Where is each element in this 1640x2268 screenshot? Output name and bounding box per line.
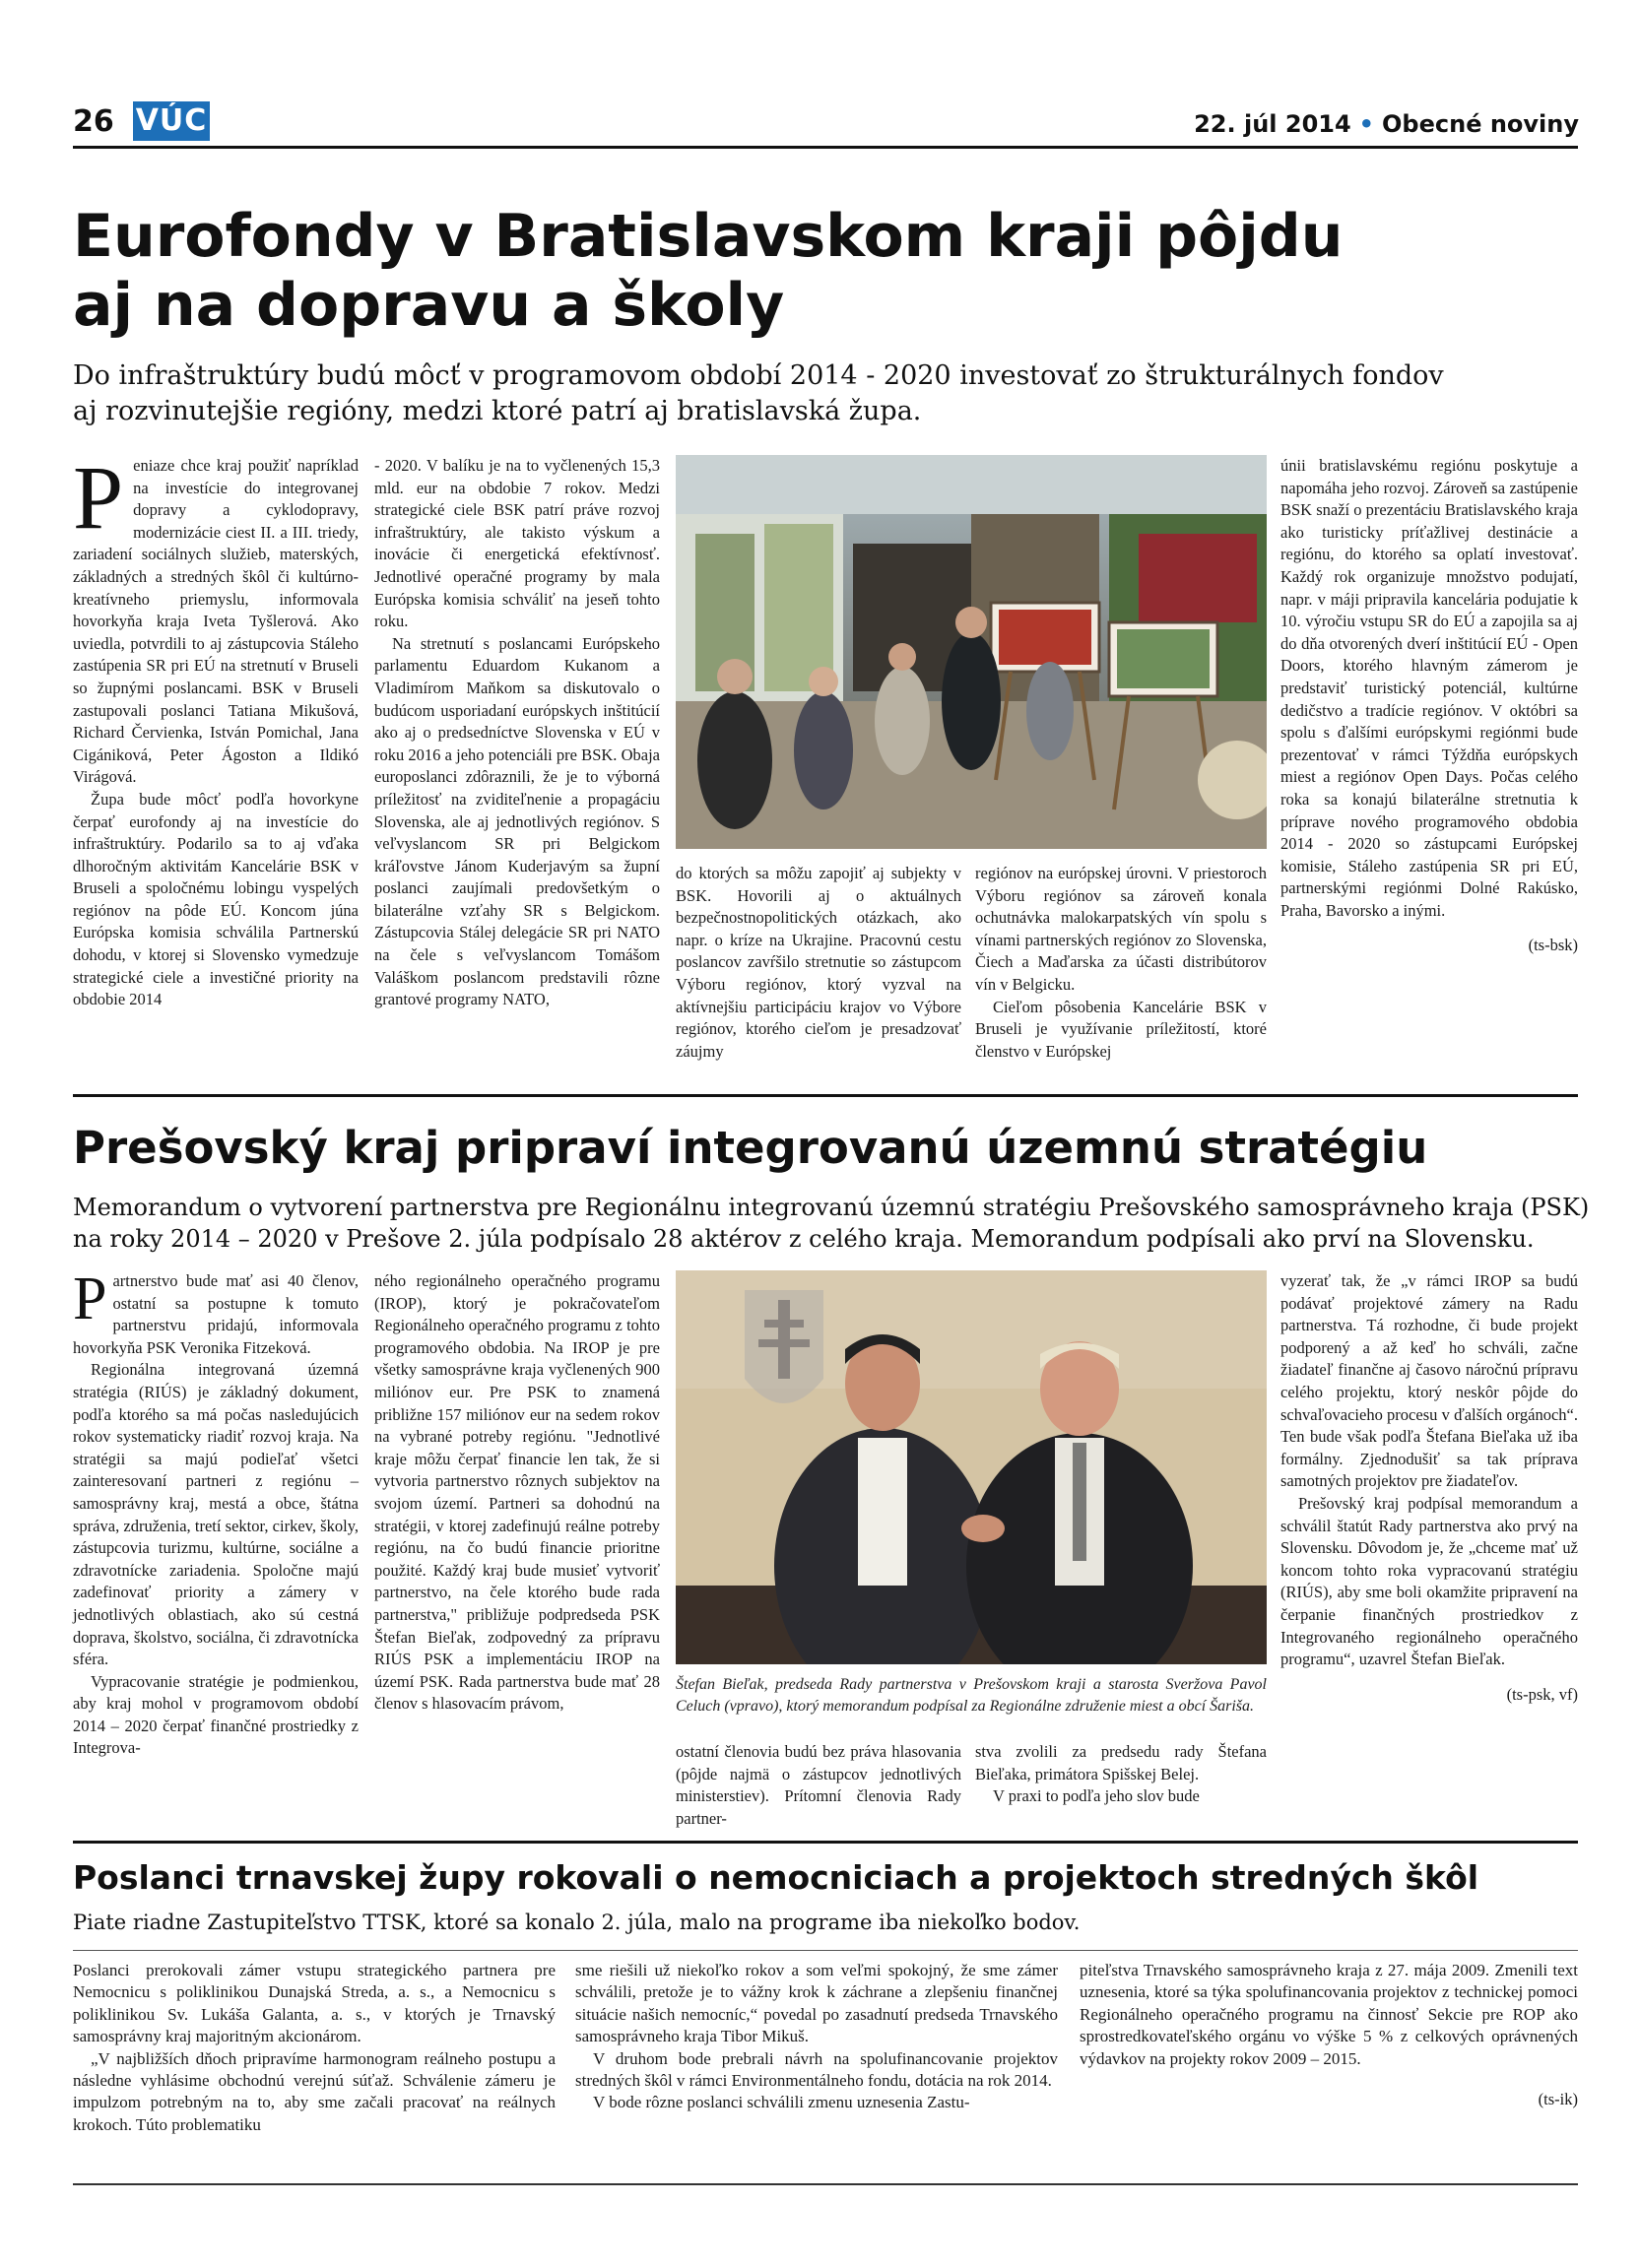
article2-col1-p2: Regionálna integrovaná územná stratégia (RIÚS) je základný dokument, podľa ktorého sa má počas nasledujúcich rokov systematicky riadiť rozvoj kraja. Na stratégii sa majú podieľať všetci zainteresovaní partneri z regiónu – samosprávny kraj, mestá a obce, štátna správa, združenia, tretí sektor, cirkev, školy, zástupcovia turizmu, kultúrne, sociálne a zdravotnícke zariadenia. Spoločne majú zadefinovať priority a zámery v jednotlivých oblastiach, ako sú cestná doprava, školstvo, sociálna, či zdravotnícka sféra. xyxy=(73,1360,359,1669)
article1-dropcap: P xyxy=(73,447,124,548)
article1-title-line1: Eurofondy v Bratislavskom kraji pôjdu xyxy=(73,202,1344,271)
article1-col2-p2: Na stretnutí s poslancami Európskeho parlamentu Eduardom Kukanom a Vladimírom Maňkom sa diskutovalo o budúcom usporiadaní európskych inštitúcií ako aj o predsedníctve Slovenska v EÚ v roku 2016 a jeho potenciáli pre BSK. Obaja europoslanci zdôraznili, že je to výborná príležitosť na zviditeľnenie a propagáciu Slovenska, ale aj jednotlivých regiónov. S veľvyslancom SR pri Belgickom kráľovstve Jánom Kuderjavým sa župní poslanci zaujímali predovšetkým o bilaterálne vzťahy SR s Belgickom. Zástupcovia Stálej delegácie SR pri NATO na čele s veľvyslancom Tomášom Valáškom poslancom predstavili rôzne grantové programy NATO, xyxy=(374,633,660,1009)
article2-lead-line1: Memorandum o vytvorení partnerstva pre Regionálnu integrovanú územnú stratégiu Prešovského samosprávneho kraja (PSK) xyxy=(73,1194,1590,1221)
section-badge: VÚC xyxy=(133,101,210,141)
article3-col3-text: piteľstva Trnavského samosprávneho kraja z 27. mája 2009. Zmenili text uznesenia, ktoré sa týka spolufinancovania projektov z technickej pomoci Regionálneho operačného programu na činnosť Sekcie pre ROP ako sprostredkovateľského orgánu vo výške 5 % z celkových oprávnených výdavkov na projekty rokov 2009 – 2015. xyxy=(1080,1961,1578,2068)
article1-signature: (ts-bsk) xyxy=(1528,936,1578,955)
article2-col5-p2: Prešovský kraj podpísal memorandum a schválil štatút Rady partnerstva ako prvý na Slovensku. Dôvodom je, že „chceme mať už koncom tohto roka vypracovanú stratégiu (RIÚS), aby sme boli okamžite pripravení na čerpanie finančných prostriedkov z Integrovaného regionálneho operačného programu“, uzavrel Štefan Bieľak. xyxy=(1280,1493,1578,1669)
article3-col2-text: sme riešili už niekoľko rokov a som veľmi spokojný, že sme zámer schválili, pretože je to vážny krok k záchrane a zlepšeniu finančnej situácie našich nemocníc,“ povedal po zasadnutí predseda Trnavského samosprávneho kraja Tibor Mikuš. xyxy=(575,1961,1058,2046)
article1-col5-text: únii bratislavskému regiónu poskytuje a napomáha jeho rozvoj. Zároveň sa zastúpenie BSK snaží o prezentáciu Bratislavského kraja ako turisticky príťažlivej destinácie a regiónu, do ktorého sa oplatí investovať. Každý rok organizuje množstvo podujatí, napr. v máji pripravila kancelária podujatie k 10. výročiu vstupu SR do EÚ a zapojila sa aj do dňa otvorených dverí inštitúcií EÚ - Open Doors, ktorého hlavným zámerom je predstaviť turistický potenciál, kultúrne dedičstvo a tradície regiónov. V októbri sa spolu s ďalšími európskymi regiónmi bude prezentovať v rámci Týždňa európskych miest a regiónov Open Days. Počas celého roka sa konajú bilaterálne stretnutia k príprave nového programového obdobia 2014 - 2020 so zástupcami Európskej komisie, Stáleho zastúpenia SR pri EÚ, partnerskými regiónmi Dolné Rakúsko, Praha, Bavorsko a inými. xyxy=(1280,456,1578,920)
article2-col5-text: vyzerať tak, že „v rámci IROP sa budú podávať projektové zámery na Radu partnerstva. Tá rozhodne, či bude projekt podporený a až keď ho schváli, začne žiadateľ finančne aj časovo náročnú prípravu celého projektu, ktorý neskôr pôjde do schvaľovacieho procesu v ďalších orgánoch“. Ten bude však podľa Štefana Bieľaka už iba formálny. Zjednodušiť sa tak príprava samotných projektov pre žiadateľov. xyxy=(1280,1271,1578,1491)
header-dateline xyxy=(1194,110,1579,138)
page-number: 26 xyxy=(73,104,114,139)
article2-title: Prešovský kraj pripraví integrovanú územnú stratégiu xyxy=(73,1122,1428,1174)
article1-col2-text: - 2020. V balíku je na to vyčlenených 15,3 mld. eur na obdobie 7 rokov. Medzi strategické ciele BSK patrí práve rozvoj infraštruktúry, ale takisto výskum a inovácie či energetická efektívnosť. Jednotlivé operačné programy by mala Európska komisia schváliť na jeseň tohto roku. xyxy=(374,456,660,631)
exhibition-photo xyxy=(676,455,1267,849)
footer-rule xyxy=(73,2183,1578,2185)
article3-column-1 xyxy=(73,1960,556,2136)
article2-col1-text: artnerstvo bude mať asi 40 členov, ostatní sa postupne k tomuto partnerstvu pridajú, informovala hovorkyňa PSK Veronika Fitzeková. xyxy=(73,1271,359,1357)
article2-col3-text: ostatní členovia budú bez práva hlasovania (pôjde najmä o zástupcov jednotlivých ministerstiev). Prítomní členovia Rady partner- xyxy=(676,1742,961,1828)
article1-title xyxy=(73,202,1343,340)
article3-col1-p2: „V najbližších dňoch pripravíme harmonogram reálneho postupu a následne vyhlásime obchodnú verejnú súťaž. Schválenie zámeru je impulzom potrebným na to, aby sme začali pracovať na reálnych krokoch. Túto problematiku xyxy=(73,2048,556,2134)
article2-col1-p3: Vypracovanie stratégie je podmienkou, aby kraj mohol v programovom období 2014 – 2020 čerpať finančné prostriedky z Integrova- xyxy=(73,1671,359,1758)
article2-rule xyxy=(73,1841,1578,1844)
article2-column-1 xyxy=(73,1265,359,1760)
issue-date: 22. júl 2014 xyxy=(1194,110,1351,138)
article1-rule xyxy=(73,1094,1578,1097)
article1-column-3 xyxy=(676,863,961,1063)
article3-signature: (ts-ik) xyxy=(1538,2090,1578,2109)
article1-column-5 xyxy=(1280,455,1578,955)
article1-col4-text: regiónov na európskej úrovni. V priestoroch Výboru regiónov sa zároveň konala ochutnávka malokarpatských vín spolu s vínami partnerských regiónov zo Slovenska, Čiech a Maďarska za účasti distribútorov vín v Belgicku. xyxy=(975,864,1267,994)
article1-col1-text: eniaze chce kraj použiť napríklad na investície do integrovanej dopravy a cyklodopravy, modernizácie ciest II. a III. triedy, zariadení sociálnych služieb, materských, základných a stredných škôl či kultúrno-kreatívneho priemyslu, informovala hovorkyňa kraja Iveta Tyšlerová. Ako uviedla, potvrdili to aj zástupcovia Stáleho zastúpenia SR pri EÚ na stretnutí v Bruseli so župnými poslancami. BSK v Bruseli zastupovali poslanci Tatiana Mikušová, Richard Červienka, István Pomichal, Jana Cigániková, Peter Ágoston a Ildikó Virágová. xyxy=(73,456,359,787)
article2-col2-text: ného regionálneho operačného programu (IROP), ktorý je pokračovateľom Regionálneho operačného programu z tohto programového obdobia. Na IROP je pre všetky samosprávne kraja vyčlenených 900 miliónov eur. Pre PSK to znamená približne 157 miliónov eur na sedem rokov na vybrané potreby regiónu. "Jednotlivé kraje môžu čerpať financie len tak, že si vytvoria partnerstvo rôznych subjektov na svojom území. Partneri sa dohodnú na stratégii, v ktorej zadefinujú reálne potreby regiónu, na čo budú financie prioritne použité. Každý kraj bude musieť vytvoriť partnerstvo, na čele ktorého bude rada partnerstva," približuje podpredseda PSK Štefan Bieľak, zodpovedný za prípravu RIÚS PSK a implementáciu IROP na území PSK. Rada partnerstva bude mať 28 členov s hlasovacím právom, xyxy=(374,1271,660,1714)
article3-column-3 xyxy=(1080,1960,1578,2109)
article2-column-5 xyxy=(1280,1270,1578,1705)
header-rule xyxy=(73,146,1578,149)
article1-lead-line2: aj rozvinutejšie regióny, medzi ktoré patrí aj bratislavská župa. xyxy=(73,396,922,426)
exhibition-photo-icon xyxy=(676,455,1267,849)
article3-column-2 xyxy=(575,1960,1058,2114)
article2-dropcap: P xyxy=(73,1265,107,1332)
handshake-photo xyxy=(676,1270,1267,1664)
article2-lead xyxy=(73,1192,1589,1255)
article2-signature: (ts-psk, vf) xyxy=(1506,1684,1578,1704)
header-separator: • xyxy=(1358,110,1375,138)
article1-column-1 xyxy=(73,447,359,1011)
article1-col1-p2: Župa bude môcť podľa hovorkyne čerpať eurofondy aj na investície do infraštruktúry. Podarilo sa to aj vďaka dlhoročným aktivitám Kancelárie BSK v Bruseli a spoločnému lobingu vyspelých regiónov na pôde EÚ. Koncom júna Európska komisia schválila Partnerskú dohodu, v ktorej si Slovensko vymedzuje strategické ciele a investičné priority na obdobie 2014 xyxy=(73,789,359,1009)
article2-column-4 xyxy=(975,1741,1267,1808)
article3-col2-p2: V druhom bode prebrali návrh na spolufinancovanie projektov stredných škôl v rámci Environmentálneho fondu, dotácia na rok 2014. xyxy=(575,2048,1058,2091)
publication-name: Obecné noviny xyxy=(1382,110,1579,138)
article3-col2-p3: V bode rôzne poslanci schválili zmenu uznesenia Zastu- xyxy=(593,2093,970,2112)
article1-lead-line1: Do infraštruktúry budú môcť v programovom období 2014 - 2020 investovať zo štrukturálnych fondov xyxy=(73,360,1444,391)
article1-column-2 xyxy=(374,455,660,1011)
article2-col4-text: stva zvolili za predsedu rady Štefana Bieľaka, primátora Spišskej Belej. xyxy=(975,1742,1267,1783)
article2-col4-p2: V praxi to podľa jeho slov bude xyxy=(993,1786,1200,1806)
article2-lead-line2: na roky 2014 – 2020 v Prešove 2. júla podpísalo 28 aktérov z celého kraja. Memorandum podpísali ako prví na Slovensku. xyxy=(73,1225,1535,1253)
article2-column-2 xyxy=(374,1270,660,1716)
article3-lead: Piate riadne Zastupiteľstvo TTSK, ktoré sa konalo 2. júla, malo na programe iba niekoľko bodov. xyxy=(73,1911,1081,1934)
article1-lead xyxy=(73,358,1444,429)
article1-title-line2: aj na dopravu a školy xyxy=(73,271,785,340)
article1-col3-text: do ktorých sa môžu zapojiť aj subjekty v BSK. Hovorili aj o aktuálnych bezpečnostnopolitických otázkach, ako napr. o kríze na Ukrajine. Pracovnú cestu poslancov zavŕšilo stretnutie so zástupcom Výboru regiónov, ktorý vyzval na aktívnejšiu participáciu krajov vo Výbore regiónov, ktorého cieľom je presadzovať záujmy xyxy=(676,864,961,1061)
handshake-photo-icon xyxy=(676,1270,1267,1664)
article2-column-3 xyxy=(676,1741,961,1830)
article3-col1-text: Poslanci prerokovali zámer vstupu strategického partnera pre Nemocnicu s poliklinikou Dunajská Streda, a. s., a Nemocnicu s poliklinikou Sv. Lukáša Galanta, a. s., v ktorých je Trnavský samosprávny kraj majoritným akcionárom. xyxy=(73,1961,556,2046)
article3-lead-rule xyxy=(73,1950,1578,1951)
article3-title: Poslanci trnavskej župy rokovali o nemocniciach a projektoch stredných škôl xyxy=(73,1858,1479,1897)
article1-column-4 xyxy=(975,863,1267,1063)
photo-caption: Štefan Bieľak, predseda Rady partnerstva v Prešovskom kraji a starosta Sveržova Pavol Celuch (vpravo), ktorý memorandum podpísal za Regionálne združenie miest a obcí Šariša. xyxy=(676,1676,1267,1715)
article1-col4-p2: Cieľom pôsobenia Kancelárie BSK v Bruseli je využívanie príležitostí, ktoré členstvo v Európskej xyxy=(975,997,1267,1061)
